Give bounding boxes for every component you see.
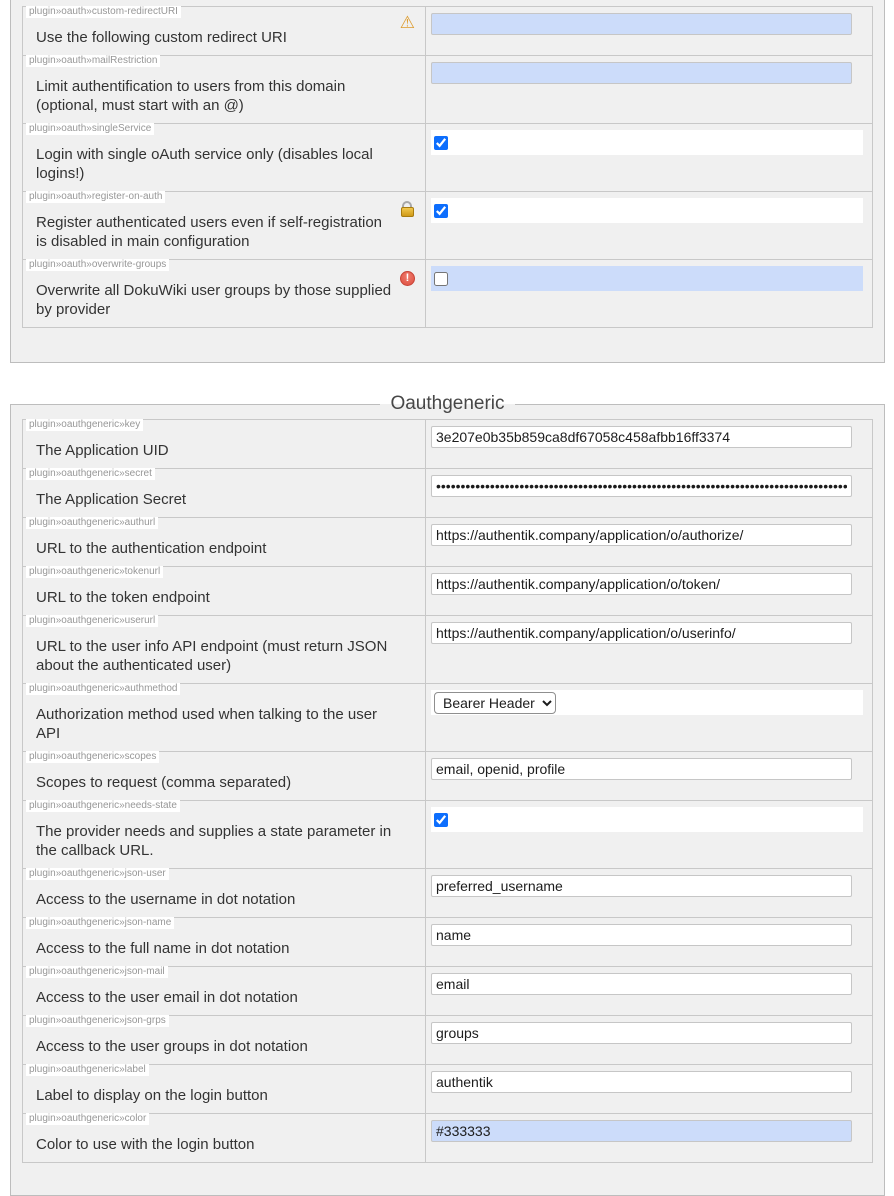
setting-label-cell	[23, 1114, 426, 1163]
section-title: Oauthgeneric	[390, 393, 505, 414]
setting-label: Label to display on the login button	[36, 1087, 268, 1104]
setting-row-scopes	[23, 752, 873, 801]
app-secret-input[interactable]	[431, 475, 852, 497]
setting-key: plugin»oauthgeneric»color	[26, 1113, 149, 1125]
json-grps-input[interactable]	[431, 1022, 852, 1044]
setting-label-cell	[23, 518, 426, 567]
checkbox-strip	[431, 198, 863, 223]
setting-value-cell	[426, 518, 873, 567]
setting-key: plugin»oauthgeneric»tokenurl	[26, 566, 163, 578]
checkbox-strip	[431, 130, 863, 155]
mail-restriction-input[interactable]	[431, 62, 852, 84]
checkbox-strip	[431, 807, 863, 832]
json-user-input[interactable]	[431, 875, 852, 897]
setting-label-cell	[23, 567, 426, 616]
setting-value-cell	[426, 124, 873, 192]
setting-value-cell	[426, 684, 873, 752]
setting-key: plugin»oauthgeneric»json-mail	[26, 966, 168, 978]
setting-label-cell	[23, 684, 426, 752]
setting-key: plugin»oauthgeneric»key	[26, 419, 143, 431]
auth-method-select[interactable]	[434, 692, 556, 714]
setting-label-cell	[23, 801, 426, 869]
setting-label: Color to use with the login button	[36, 1136, 255, 1153]
lock-body	[401, 207, 414, 217]
setting-label-cell	[23, 869, 426, 918]
oauth-settings-section	[10, 0, 885, 363]
oauthgeneric-settings-table	[22, 419, 873, 1163]
setting-key: plugin»oauth»custom-redirectURI	[26, 6, 181, 18]
setting-key: plugin»oauthgeneric»needs-state	[26, 800, 180, 812]
oauth-settings-table	[22, 6, 873, 328]
setting-row-userurl	[23, 616, 873, 684]
setting-label: The Application UID	[36, 442, 169, 459]
setting-row-needs-state	[23, 801, 873, 869]
setting-row-json-grps	[23, 1016, 873, 1065]
setting-row-register-on-auth	[23, 192, 873, 260]
setting-label: Scopes to request (comma separated)	[36, 774, 292, 791]
setting-value-cell	[426, 192, 873, 260]
setting-label-cell	[23, 260, 426, 328]
setting-row-label	[23, 1065, 873, 1114]
setting-label: Overwrite all DokuWiki user groups by those supplied by provider	[36, 282, 392, 318]
setting-row-authmethod	[23, 684, 873, 752]
auth-url-input[interactable]	[431, 524, 852, 546]
setting-label: Register authenticated users even if self-registration is disabled in main configuration	[36, 214, 383, 250]
setting-value-cell	[426, 918, 873, 967]
setting-value-cell	[426, 56, 873, 124]
setting-label-cell	[23, 469, 426, 518]
setting-row-secret	[23, 469, 873, 518]
login-label-input[interactable]	[431, 1071, 852, 1093]
setting-key: plugin»oauthgeneric»userurl	[26, 615, 158, 627]
json-name-input[interactable]	[431, 924, 852, 946]
needs-state-checkbox[interactable]	[434, 813, 448, 827]
setting-value-cell	[426, 616, 873, 684]
setting-value-cell	[426, 752, 873, 801]
json-mail-input[interactable]	[431, 973, 852, 995]
register-on-auth-checkbox[interactable]	[434, 204, 448, 218]
setting-row-json-name	[23, 918, 873, 967]
setting-key: plugin»oauthgeneric»secret	[26, 468, 155, 480]
setting-value-cell	[426, 1016, 873, 1065]
setting-row-json-mail	[23, 967, 873, 1016]
setting-label-cell	[23, 56, 426, 124]
setting-key: plugin»oauthgeneric»scopes	[26, 751, 159, 763]
oauthgeneric-settings-section	[10, 393, 885, 1196]
setting-label: Authorization method used when talking to the user API	[36, 706, 378, 742]
setting-label: Access to the username in dot notation	[36, 891, 296, 908]
setting-label-cell	[23, 918, 426, 967]
setting-label: Use the following custom redirect URI	[36, 29, 287, 46]
setting-label: Access to the full name in dot notation	[36, 940, 290, 957]
setting-label: The Application Secret	[36, 491, 187, 508]
setting-key: plugin»oauthgeneric»json-name	[26, 917, 174, 929]
token-url-input[interactable]	[431, 573, 852, 595]
setting-row-single-service	[23, 124, 873, 192]
setting-label: The provider needs and supplies a state parameter in the callback URL.	[36, 823, 392, 859]
custom-redirect-uri-input[interactable]	[431, 13, 852, 35]
setting-row-key	[23, 420, 873, 469]
setting-key: plugin»oauthgeneric»label	[26, 1064, 149, 1076]
setting-label-cell	[23, 124, 426, 192]
warning-icon: ⚠	[399, 13, 415, 32]
setting-value-cell	[426, 469, 873, 518]
setting-value-cell	[426, 1065, 873, 1114]
setting-label: Access to the user groups in dot notation	[36, 1038, 308, 1055]
setting-label: URL to the token endpoint	[36, 589, 210, 606]
setting-label: URL to the authentication endpoint	[36, 540, 267, 557]
setting-value-cell	[426, 260, 873, 328]
single-service-checkbox[interactable]	[434, 136, 448, 150]
setting-key: plugin»oauth»register-on-auth	[26, 191, 165, 203]
setting-key: plugin»oauthgeneric»json-grps	[26, 1015, 169, 1027]
setting-value-cell	[426, 567, 873, 616]
setting-key: plugin»oauth»mailRestriction	[26, 55, 160, 67]
setting-label-cell	[23, 7, 426, 56]
setting-label-cell	[23, 752, 426, 801]
setting-value-cell	[426, 1114, 873, 1163]
error-icon: !	[400, 271, 415, 286]
setting-key: plugin»oauthgeneric»json-user	[26, 868, 169, 880]
setting-row-overwrite-groups	[23, 260, 873, 328]
setting-value-cell	[426, 7, 873, 56]
setting-label: URL to the user info API endpoint (must return JSON about the authenticated user)	[36, 638, 388, 674]
setting-value-cell	[426, 420, 873, 469]
setting-row-color	[23, 1114, 873, 1163]
setting-key: plugin»oauth»singleService	[26, 123, 154, 135]
overwrite-groups-checkbox[interactable]	[434, 272, 448, 286]
setting-row-custom-redirect-uri	[23, 7, 873, 56]
scopes-input[interactable]	[431, 758, 852, 780]
setting-key: plugin»oauthgeneric»authurl	[26, 517, 158, 529]
setting-key: plugin»oauth»overwrite-groups	[26, 259, 169, 271]
setting-key: plugin»oauthgeneric»authmethod	[26, 683, 180, 695]
user-url-input[interactable]	[431, 622, 852, 644]
setting-value-cell	[426, 967, 873, 1016]
setting-row-mail-restriction	[23, 56, 873, 124]
section-bottom-padding	[22, 328, 873, 362]
setting-label-cell	[23, 192, 426, 260]
section-bottom-padding	[22, 1163, 873, 1195]
setting-row-json-user	[23, 869, 873, 918]
lock-icon	[399, 201, 415, 218]
setting-label-cell	[23, 1016, 426, 1065]
setting-row-authurl	[23, 518, 873, 567]
app-uid-input[interactable]	[431, 426, 852, 448]
select-strip	[431, 690, 863, 715]
setting-label-cell	[23, 420, 426, 469]
checkbox-strip	[431, 266, 863, 291]
setting-label: Access to the user email in dot notation	[36, 989, 298, 1006]
setting-label-cell	[23, 967, 426, 1016]
setting-label-cell	[23, 1065, 426, 1114]
setting-label-cell	[23, 616, 426, 684]
setting-value-cell	[426, 869, 873, 918]
setting-label: Limit authentification to users from this domain (optional, must start with an @)	[36, 78, 346, 114]
setting-label: Login with single oAuth service only (disables local logins!)	[36, 146, 373, 182]
setting-row-tokenurl	[23, 567, 873, 616]
login-color-input[interactable]	[431, 1120, 852, 1142]
setting-value-cell	[426, 801, 873, 869]
